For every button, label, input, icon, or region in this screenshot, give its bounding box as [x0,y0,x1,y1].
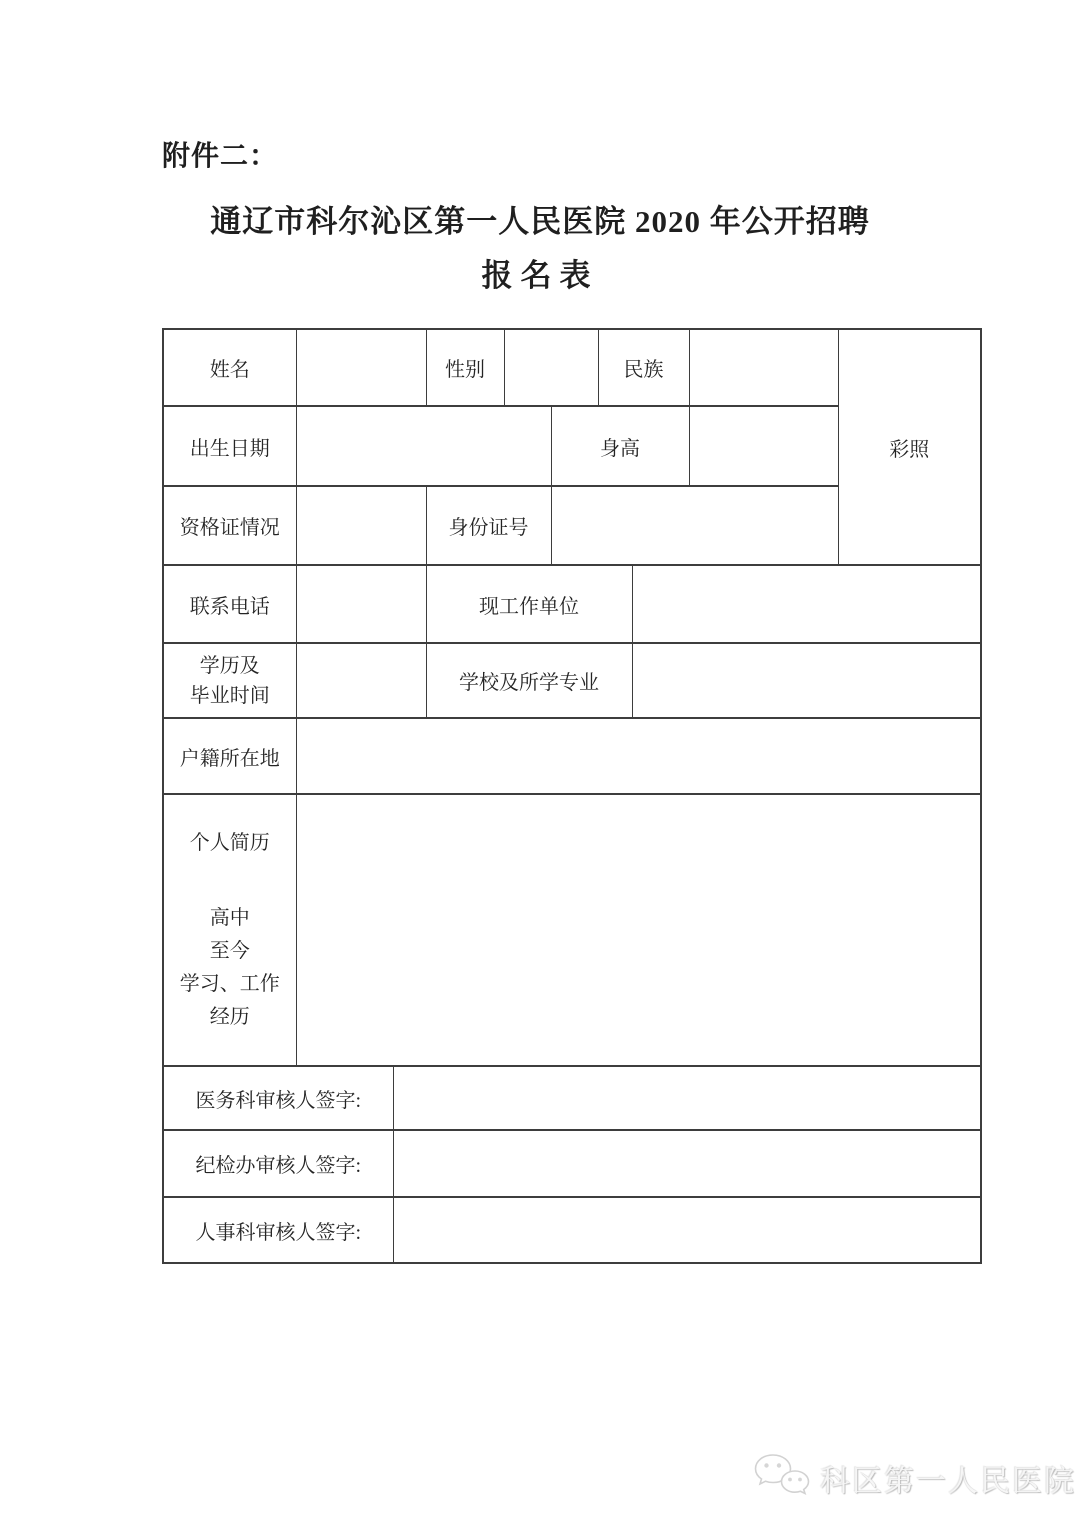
gender-value-cell [504,329,598,406]
ethnicity-label: 民族 [598,329,689,406]
row-signature-discipline [163,1130,981,1197]
row-residence [163,718,981,794]
name-value-cell [296,329,426,406]
name-label: 姓名 [163,329,296,406]
personnel-signature-value-cell [393,1197,981,1263]
row-resume [163,794,981,1066]
personnel-signature-label: 人事科审核人签字: [163,1197,393,1263]
education-label-line2: 毕业时间 [189,684,270,707]
row-name-gender-ethnicity [163,329,981,406]
height-value-cell [689,406,838,486]
work-unit-value-cell [632,565,981,643]
qualification-label: 资格证情况 [163,486,296,565]
height-label: 身高 [551,406,689,486]
education-label [163,643,296,718]
wechat-bubbles-icon [752,1450,812,1505]
row-phone-workunit [163,565,981,643]
discipline-signature-label: 纪检办审核人签字: [163,1130,393,1197]
phone-value-cell [296,565,426,643]
id-number-label: 身份证号 [426,486,551,565]
education-value-cell [296,643,426,718]
gender-label: 性别 [426,329,504,406]
resume-label-line1: 个人简历 [189,831,270,854]
resume-label-line2: 高中 [209,906,250,929]
ethnicity-value-cell [689,329,838,406]
row-signature-medical [163,1066,981,1130]
school-major-value-cell [632,643,981,718]
medical-signature-value-cell [393,1066,981,1130]
resume-label [163,794,296,1066]
birth-date-label: 出生日期 [163,406,296,486]
resume-label-line4: 学习、工作 [179,972,280,995]
watermark-text: 科区第一人民医院 [820,1464,1076,1498]
row-signature-personnel [163,1197,981,1263]
discipline-signature-value-cell [393,1130,981,1197]
resume-label-line5: 经历 [209,1005,250,1028]
residence-label: 户籍所在地 [163,718,296,794]
id-number-value-cell [551,486,838,565]
attachment-label: 附件二： [162,141,279,172]
resume-label-line3: 至今 [209,939,250,962]
residence-value-cell [296,718,981,794]
watermark [752,1450,1076,1505]
work-unit-label: 现工作单位 [426,565,632,643]
birth-date-value-cell [296,406,551,486]
row-education-school [163,643,981,718]
school-major-label: 学校及所学专业 [426,643,632,718]
application-form-table [162,328,982,1264]
document-subtitle: 报名表 [481,258,599,293]
phone-label: 联系电话 [163,565,296,643]
document-title: 通辽市科尔沁区第一人民医院 2020 年公开招聘 [210,204,870,239]
photo-label-cell: 彩照 [838,329,981,565]
qualification-value-cell [296,486,426,565]
medical-signature-label: 医务科审核人签字: [163,1066,393,1130]
resume-value-cell [296,794,981,1066]
education-label-line1: 学历及 [199,654,260,677]
